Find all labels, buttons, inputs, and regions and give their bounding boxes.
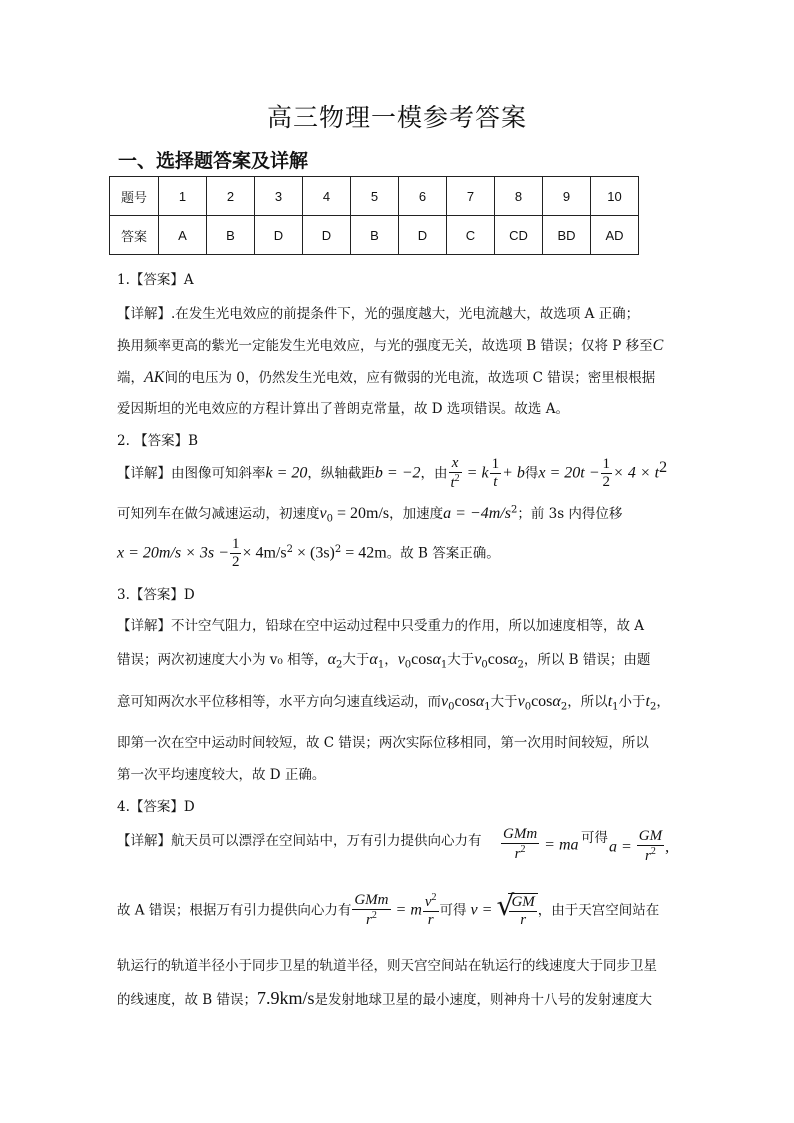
- table-row-numbers: [110, 177, 639, 216]
- table-cell: C: [447, 216, 495, 255]
- q4-line3: 轨运行的轨道半径小于同步卫星的轨道半径，则天宫空间站在轨运行的线速度大于同步卫星: [117, 958, 657, 974]
- table-cell: 2: [207, 177, 255, 216]
- page-title: 高三物理一模参考答案: [266, 103, 527, 132]
- table-cell: 9: [543, 177, 591, 216]
- row-label: 题号: [110, 177, 159, 216]
- answer-table: [109, 176, 639, 255]
- q4-line2: 故 A 错误；根据万有引力提供向心力有 $\frac{\text{GMm}}{r^2}$ = m $\frac{v^2}{r}$ 可得 v = √ $\frac{GM}{r}$ ，由于天宫空间站在: [117, 888, 660, 929]
- q1-line1: 【详解】.在发生光电效应的前提条件下，光的强度越大，光电流越大，故选项 A 正确；: [117, 306, 640, 322]
- q4-line1: 【详解】航天员可以漂浮在空间站中，万有引力提供向心力有: [117, 833, 482, 849]
- q4-line4: 的线速度，故 B 错误；7.9km/s是发射地球卫星的最小速度，则神舟十八号的发射速度大: [117, 988, 653, 1008]
- formula-a-gm: a = $\frac{GM}{r^2}$ ,: [609, 828, 670, 865]
- fraction-half: $\frac{1}{2}$: [231, 536, 240, 571]
- q2-answer: 2. 【答案】B: [117, 433, 199, 449]
- table-cell: B: [207, 216, 255, 255]
- table-cell: 3: [255, 177, 303, 216]
- fraction-x-over-t2: $\frac{x}{t^2}$: [450, 455, 460, 492]
- fraction-1-over-t: $\frac{1}{t}$: [491, 456, 500, 491]
- q1-line2: 换用频率更高的紫光一定能发生光电效应，与光的强度无关，故选项 B 错误；仅将 P 移至C: [117, 337, 664, 354]
- sqrt-gm-r: √ $\frac{GM}{r}$: [496, 893, 537, 930]
- formula-gmm-ma: $\frac{\text{GMm}}{r^2}$ = ma: [503, 826, 579, 863]
- q3-answer: 3.【答案】D: [117, 587, 195, 603]
- table-cell: 6: [399, 177, 447, 216]
- q2-line1: 【详解】由图像可知斜率k = 20，纵轴截距b = −2，由 $\frac{x}{t^2}$ = k $\frac{1}{t}$ + b得x = 20t − $\frac{1}{2}$ × $4 \times t^2$: [117, 455, 668, 492]
- table-cell: 4: [303, 177, 351, 216]
- table-cell: 5: [351, 177, 399, 216]
- q3-line4: 即第一次在空中运动时间较短，故 C 错误；两次实际位移相同，第一次用时间较短，所以: [117, 735, 649, 751]
- table-cell: CD: [495, 216, 543, 255]
- table-cell: 8: [495, 177, 543, 216]
- q4-answer: 4.【答案】D: [117, 799, 195, 815]
- table-cell: B: [351, 216, 399, 255]
- table-cell: 7: [447, 177, 495, 216]
- section-heading: 一、选择题答案及详解: [118, 150, 309, 172]
- table-row-answers: [110, 216, 639, 255]
- q2-line2: 可知列车在做匀减速运动，初速度$v_0 = 20m/s$，加速度$a = -4m/s^2$；前 3s 内得位移: [117, 504, 623, 525]
- table-cell: D: [303, 216, 351, 255]
- q3-line2: 错误；两次初速度大小为 v₀ 相等，$\alpha_2$大于$\alpha_1$，$v_0\cos\alpha_1$大于$v_0\cos\alpha_2$，所以 B 错误；由题: [117, 651, 651, 671]
- fraction-half: $\frac{1}{2}$: [602, 456, 611, 491]
- table-cell: 1: [159, 177, 207, 216]
- q3-line5: 第一次平均速度较大，故 D 正确。: [117, 767, 326, 783]
- table-cell: AD: [591, 216, 639, 255]
- row-label: 答案: [110, 216, 159, 255]
- table-cell: D: [399, 216, 447, 255]
- q1-line3: 端，AK间的电压为 0，仍然发生光电效，应有微弱的光电流，故选项 C 错误；密里根根据: [117, 369, 656, 386]
- q4-kede1: 可得: [581, 830, 608, 846]
- q2-line3: x = 20m/s × 3s − $\frac{1}{2}$ × $4m/s^2 \times (3s)^2 = 42m$。故 B 答案正确。: [117, 536, 500, 571]
- q3-line1: 【详解】不计空气阻力，铅球在空中运动过程中只受重力的作用，所以加速度相等，故 A: [117, 618, 645, 634]
- table-cell: A: [159, 216, 207, 255]
- q1-line4: 爱因斯坦的光电效应的方程计算出了普朗克常量，故 D 选项错误。故选 A。: [117, 401, 569, 417]
- table-cell: D: [255, 216, 303, 255]
- table-cell: BD: [543, 216, 591, 255]
- q1-answer: 1.【答案】A: [117, 272, 194, 288]
- table-cell: 10: [591, 177, 639, 216]
- q3-line3: 意可知两次水平位移相等，水平方向匀速直线运动，而$v_0\cos\alpha_1$大于$v_0\cos\alpha_2$，所以$t_1$小于$t_2$，: [117, 693, 670, 713]
